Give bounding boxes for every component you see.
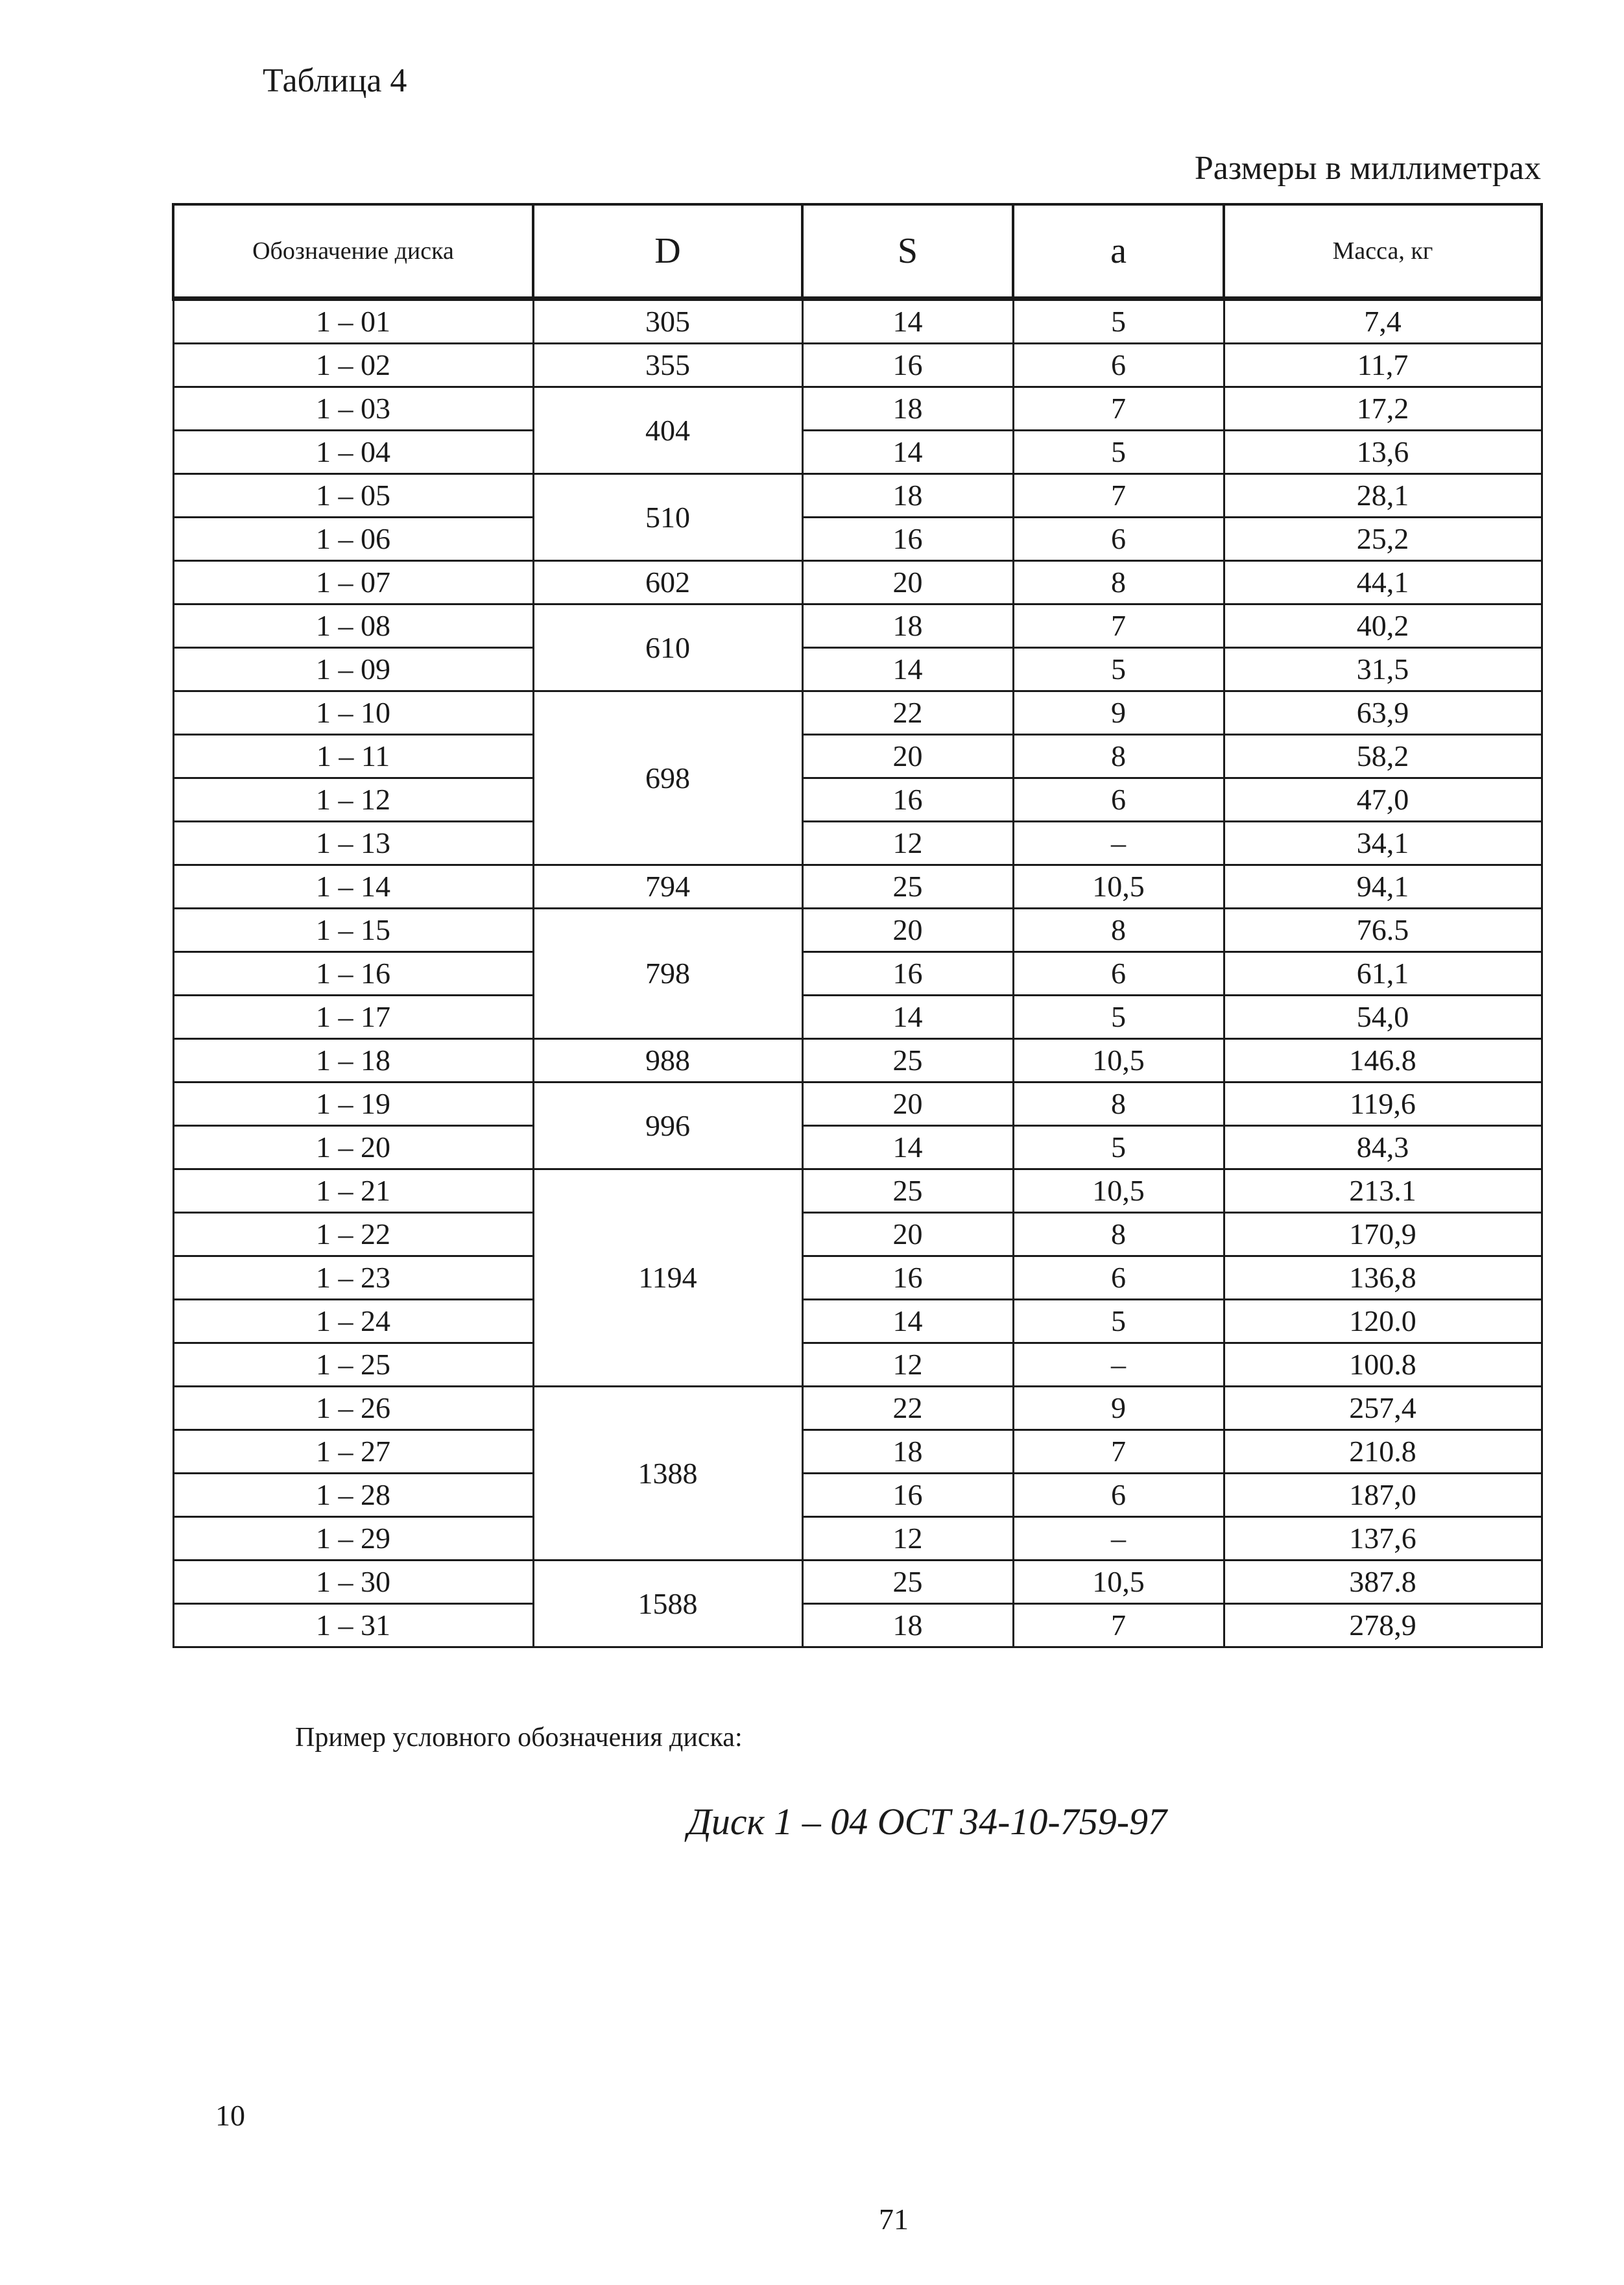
cell-designation: 1 – 20 [173,1126,533,1169]
cell-a: 10,5 [1013,865,1224,909]
cell-mass: 213.1 [1224,1169,1542,1213]
cell-s: 16 [802,1256,1013,1300]
cell-s: 12 [802,1517,1013,1561]
table-row [173,865,1542,909]
header-s: S [802,204,1013,299]
cell-s: 18 [802,604,1013,648]
cell-a: 7 [1013,387,1224,431]
table-row [173,909,1542,952]
cell-d: 798 [533,909,802,1039]
cell-d: 404 [533,387,802,474]
cell-designation: 1 – 07 [173,561,533,604]
cell-designation: 1 – 29 [173,1517,533,1561]
cell-s: 16 [802,778,1013,822]
cell-a: 5 [1013,996,1224,1039]
cell-mass: 25,2 [1224,518,1542,561]
cell-mass: 17,2 [1224,387,1542,431]
cell-d: 510 [533,474,802,561]
cell-mass: 13,6 [1224,431,1542,474]
cell-a: 10,5 [1013,1169,1224,1213]
cell-mass: 137,6 [1224,1517,1542,1561]
cell-mass: 120.0 [1224,1300,1542,1343]
cell-s: 20 [802,1213,1013,1256]
cell-d: 610 [533,604,802,691]
cell-a: 5 [1013,1126,1224,1169]
page-number-left: 10 [215,2099,245,2132]
cell-a: 6 [1013,344,1224,387]
cell-designation: 1 – 06 [173,518,533,561]
cell-mass: 76.5 [1224,909,1542,952]
cell-designation: 1 – 13 [173,822,533,865]
cell-a: 9 [1013,691,1224,735]
cell-s: 18 [802,1604,1013,1647]
table-row [173,1126,1542,1169]
header-mass: Масса, кг [1224,204,1542,299]
header-d: D [533,204,802,299]
page-number-bottom: 71 [879,2203,909,2236]
units-note: Размеры в миллиметрах [1194,150,1541,187]
table-row [173,1430,1542,1474]
cell-designation: 1 – 05 [173,474,533,518]
table-row [173,996,1542,1039]
cell-designation: 1 – 03 [173,387,533,431]
cell-designation: 1 – 10 [173,691,533,735]
cell-d: 996 [533,1083,802,1169]
table-header-row [173,204,1542,299]
cell-designation: 1 – 02 [173,344,533,387]
cell-s: 16 [802,952,1013,996]
cell-a: 7 [1013,1604,1224,1647]
table-row [173,778,1542,822]
cell-a: 5 [1013,1300,1224,1343]
table-row [173,735,1542,778]
cell-designation: 1 – 28 [173,1474,533,1517]
cell-a: 8 [1013,561,1224,604]
cell-a: 6 [1013,952,1224,996]
cell-designation: 1 – 08 [173,604,533,648]
cell-designation: 1 – 15 [173,909,533,952]
table-row [173,648,1542,691]
cell-mass: 387.8 [1224,1561,1542,1604]
cell-d: 794 [533,865,802,909]
cell-a: – [1013,1517,1224,1561]
cell-mass: 11,7 [1224,344,1542,387]
cell-designation: 1 – 19 [173,1083,533,1126]
cell-mass: 278,9 [1224,1604,1542,1647]
cell-d: 355 [533,344,802,387]
cell-mass: 100.8 [1224,1343,1542,1387]
cell-designation: 1 – 09 [173,648,533,691]
table-row [173,1604,1542,1647]
table-row [173,1387,1542,1430]
cell-designation: 1 – 30 [173,1561,533,1604]
cell-designation: 1 – 23 [173,1256,533,1300]
table-row [173,1300,1542,1343]
cell-mass: 31,5 [1224,648,1542,691]
cell-s: 12 [802,1343,1013,1387]
table-row [173,1169,1542,1213]
cell-a: 6 [1013,1256,1224,1300]
table-row [173,1083,1542,1126]
cell-mass: 61,1 [1224,952,1542,996]
cell-a: 8 [1013,1213,1224,1256]
table-row [173,1256,1542,1300]
cell-mass: 54,0 [1224,996,1542,1039]
cell-s: 14 [802,1300,1013,1343]
cell-mass: 47,0 [1224,778,1542,822]
cell-s: 14 [802,1126,1013,1169]
cell-d: 602 [533,561,802,604]
table-body [173,299,1542,1647]
cell-designation: 1 – 31 [173,1604,533,1647]
cell-mass: 34,1 [1224,822,1542,865]
cell-designation: 1 – 26 [173,1387,533,1430]
cell-s: 22 [802,1387,1013,1430]
cell-a: 7 [1013,474,1224,518]
cell-a: – [1013,1343,1224,1387]
cell-designation: 1 – 01 [173,299,533,344]
cell-designation: 1 – 17 [173,996,533,1039]
cell-designation: 1 – 27 [173,1430,533,1474]
cell-a: 10,5 [1013,1039,1224,1083]
cell-s: 20 [802,735,1013,778]
cell-designation: 1 – 24 [173,1300,533,1343]
cell-a: 5 [1013,431,1224,474]
cell-a: 6 [1013,1474,1224,1517]
cell-mass: 170,9 [1224,1213,1542,1256]
cell-mass: 58,2 [1224,735,1542,778]
cell-a: 5 [1013,299,1224,344]
cell-designation: 1 – 21 [173,1169,533,1213]
table-row [173,431,1542,474]
cell-designation: 1 – 04 [173,431,533,474]
cell-mass: 136,8 [1224,1256,1542,1300]
cell-s: 14 [802,431,1013,474]
table-row [173,604,1542,648]
cell-d: 305 [533,299,802,344]
cell-s: 16 [802,344,1013,387]
cell-designation: 1 – 22 [173,1213,533,1256]
cell-a: 5 [1013,648,1224,691]
cell-a: 10,5 [1013,1561,1224,1604]
table-row [173,518,1542,561]
cell-s: 14 [802,299,1013,344]
header-designation: Обозначение диска [173,204,533,299]
cell-mass: 146.8 [1224,1039,1542,1083]
cell-s: 25 [802,1561,1013,1604]
cell-designation: 1 – 12 [173,778,533,822]
table-row [173,1039,1542,1083]
cell-mass: 210.8 [1224,1430,1542,1474]
cell-s: 12 [802,822,1013,865]
cell-mass: 28,1 [1224,474,1542,518]
table-row [173,1474,1542,1517]
cell-designation: 1 – 11 [173,735,533,778]
table-row [173,561,1542,604]
cell-s: 18 [802,1430,1013,1474]
cell-a: 8 [1013,1083,1224,1126]
cell-mass: 63,9 [1224,691,1542,735]
cell-mass: 44,1 [1224,561,1542,604]
cell-s: 20 [802,1083,1013,1126]
cell-s: 14 [802,996,1013,1039]
cell-mass: 84,3 [1224,1126,1542,1169]
cell-d: 1388 [533,1387,802,1561]
cell-a: 6 [1013,778,1224,822]
cell-designation: 1 – 25 [173,1343,533,1387]
table-caption: Таблица 4 [263,62,407,99]
cell-mass: 40,2 [1224,604,1542,648]
cell-d: 1194 [533,1169,802,1387]
cell-a: 7 [1013,604,1224,648]
cell-mass: 119,6 [1224,1083,1542,1126]
cell-s: 25 [802,1169,1013,1213]
table-row [173,1561,1542,1604]
cell-designation: 1 – 14 [173,865,533,909]
cell-s: 16 [802,518,1013,561]
cell-a: 9 [1013,1387,1224,1430]
cell-mass: 187,0 [1224,1474,1542,1517]
cell-s: 25 [802,1039,1013,1083]
cell-designation: 1 – 16 [173,952,533,996]
cell-s: 18 [802,387,1013,431]
table-row [173,1343,1542,1387]
cell-a: 8 [1013,909,1224,952]
table-row [173,952,1542,996]
cell-designation: 1 – 18 [173,1039,533,1083]
cell-d: 988 [533,1039,802,1083]
table-row [173,474,1542,518]
cell-mass: 7,4 [1224,299,1542,344]
disc-dimensions-table [172,203,1543,1648]
cell-mass: 94,1 [1224,865,1542,909]
example-designation: Диск 1 – 04 ОСТ 34-10-759-97 [687,1800,1167,1843]
cell-s: 18 [802,474,1013,518]
cell-s: 25 [802,865,1013,909]
table-row [173,299,1542,344]
table-row [173,387,1542,431]
table-row [173,822,1542,865]
cell-s: 20 [802,561,1013,604]
table-row [173,691,1542,735]
cell-d: 1588 [533,1561,802,1647]
cell-s: 14 [802,648,1013,691]
cell-a: 7 [1013,1430,1224,1474]
cell-s: 20 [802,909,1013,952]
table-row [173,1517,1542,1561]
cell-s: 22 [802,691,1013,735]
cell-mass: 257,4 [1224,1387,1542,1430]
table-row [173,344,1542,387]
example-label: Пример условного обозначения диска: [295,1723,743,1753]
header-a: a [1013,204,1224,299]
cell-a: – [1013,822,1224,865]
cell-d: 698 [533,691,802,865]
cell-s: 16 [802,1474,1013,1517]
cell-a: 8 [1013,735,1224,778]
table-row [173,1213,1542,1256]
cell-a: 6 [1013,518,1224,561]
